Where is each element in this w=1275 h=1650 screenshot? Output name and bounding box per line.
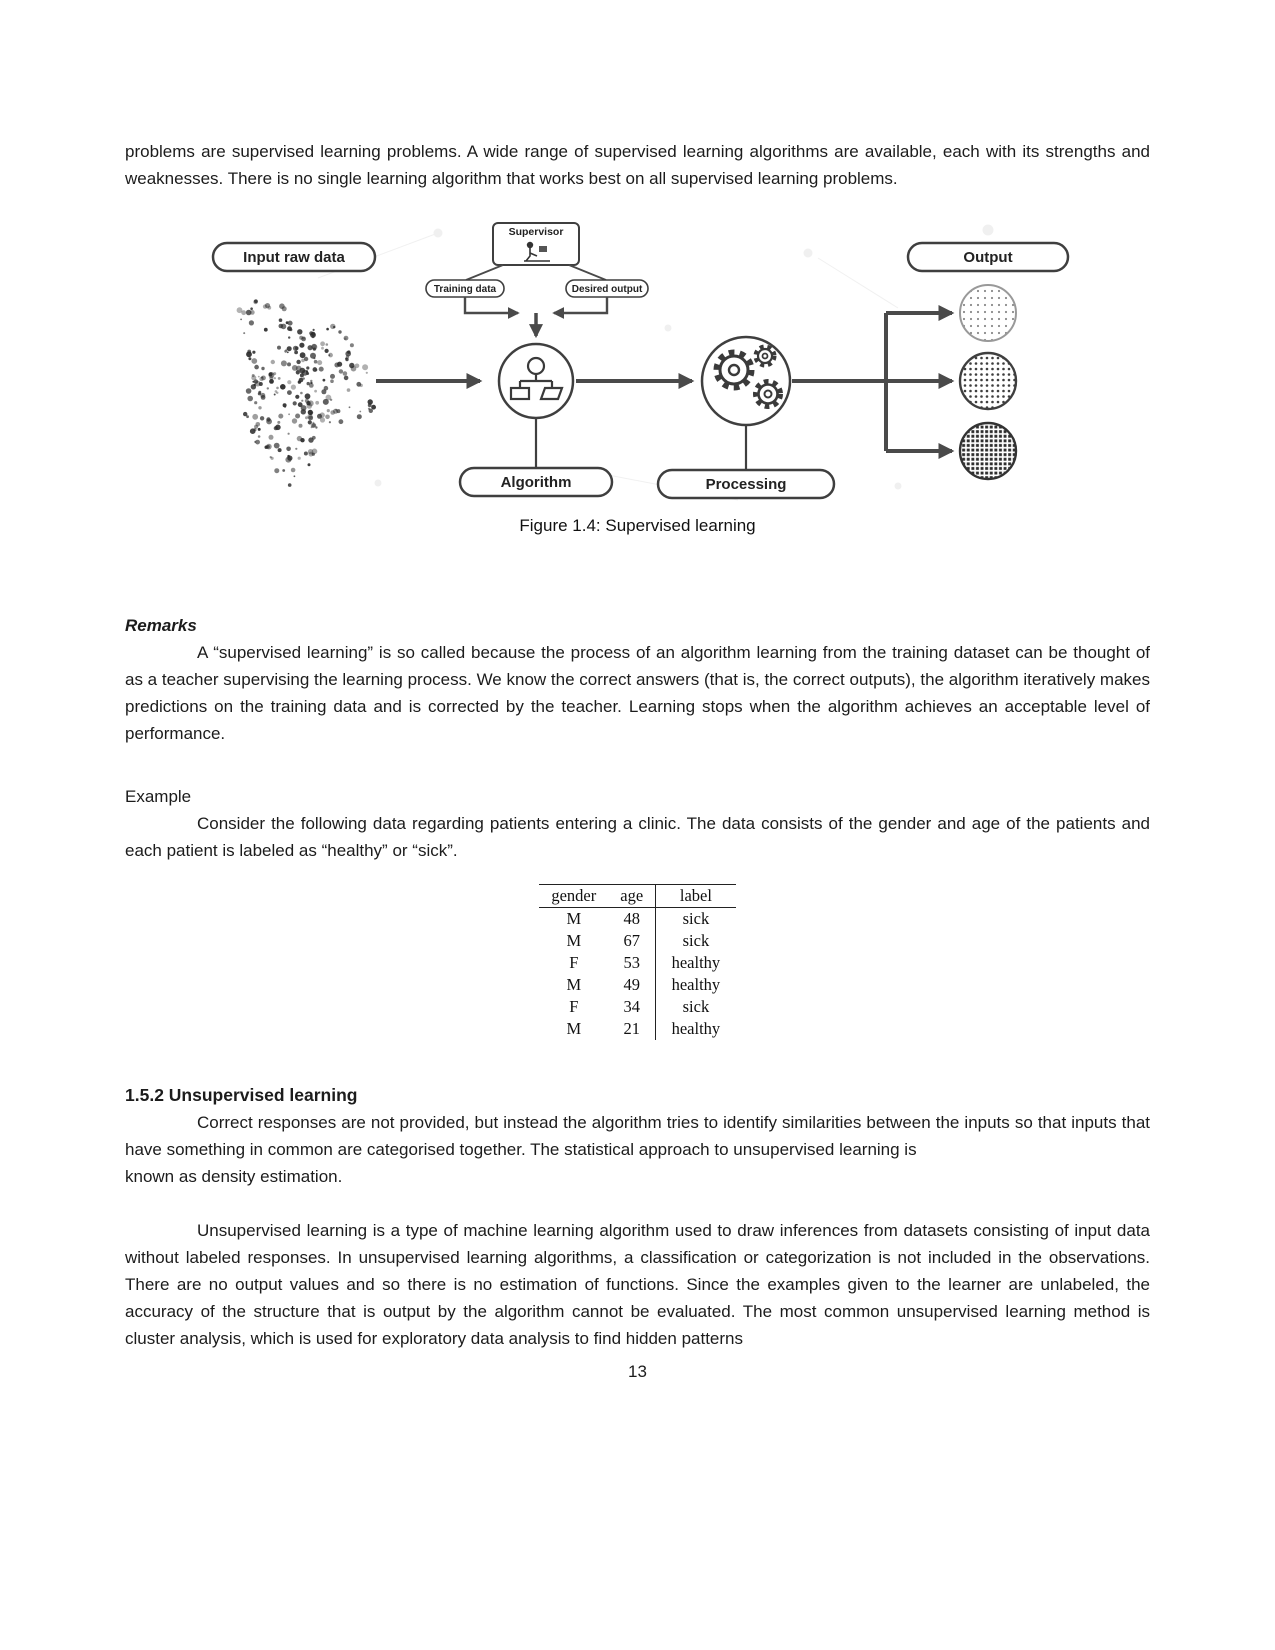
training-data-label [426, 280, 504, 297]
example-heading: Example [125, 787, 192, 806]
supervised-learning-diagram [198, 218, 1078, 508]
supervisor-box [493, 223, 579, 265]
cell-age: 67 [623, 931, 640, 950]
svg-text:Processing: Processing [705, 476, 786, 493]
table-header-label: label [656, 885, 736, 908]
cell-gender: F [569, 997, 579, 1016]
connector-supervisor-training [466, 265, 503, 280]
desired-output-label [566, 280, 648, 297]
output-cluster-medium [960, 353, 1016, 409]
output-cluster-dense [960, 423, 1016, 479]
svg-text:Training data: Training data [433, 284, 496, 295]
background-network-decoration [318, 225, 993, 500]
cell-age: 53 [623, 953, 640, 972]
unsupervised-paragraph-1-line1: Correct responses are not provided, but instead the algorithm tries to identify similarities between the inputs so that inputs that have something in common are categorised together. The statistical approach to unsupervised learning is [125, 1113, 1150, 1159]
table-row [539, 908, 735, 931]
svg-text:Output: Output [962, 249, 1013, 266]
cell-label: healthy [656, 1018, 736, 1040]
cell-age: 49 [623, 975, 640, 994]
table-header-age: age [608, 885, 655, 908]
cell-gender: M [566, 1019, 582, 1038]
svg-text:Desired output: Desired output [571, 284, 642, 295]
cell-age: 21 [623, 1019, 640, 1038]
output-cluster-sparse [960, 285, 1016, 341]
svg-text:Input raw data: Input raw data [242, 249, 345, 266]
figure-supervised-learning [125, 218, 1150, 536]
output-label [908, 243, 1068, 271]
patient-data-table [539, 884, 735, 1040]
unsupervised-paragraph-1-line2: known as density estimation. [125, 1167, 343, 1186]
cell-gender: F [569, 953, 579, 972]
cell-label: sick [656, 908, 736, 931]
table-row [539, 952, 735, 974]
algorithm-node [499, 344, 573, 418]
table-row [539, 996, 735, 1018]
cell-gender: M [566, 931, 582, 950]
table-row [539, 974, 735, 996]
figure-caption: Figure 1.4: Supervised learning [519, 516, 756, 535]
cell-label: healthy [656, 974, 736, 996]
arrows-processing-to-outputs [792, 313, 952, 451]
table-row [539, 1018, 735, 1040]
example-paragraph: Consider the following data regarding patients entering a clinic. The data consists of the gender and age of the patients and each patient is labeled as “healthy” or “sick”. [125, 814, 1150, 860]
unsupervised-paragraph-1 [125, 1109, 1150, 1190]
remarks-paragraph: A “supervised learning” is so called because the process of an algorithm learning from the training dataset can be thought of as a teacher supervising the learning process. We know the correct answers (that is, the correct outputs), the algorithm iteratively makes predictions on the training data and is corrected by the teacher. Learning stops when the algorithm achieves an acceptable level of performance. [125, 643, 1150, 743]
remarks-heading: Remarks [125, 616, 197, 635]
connector-supervisor-desired [569, 265, 606, 280]
cell-label: sick [656, 996, 736, 1018]
table-header-gender: gender [539, 885, 608, 908]
input-raw-data-label [213, 243, 375, 271]
table-header-row [539, 885, 735, 908]
intro-paragraph: problems are supervised learning problems. A wide range of supervised learning algorithms are available, each with its strengths and weaknesses. There is no single learning algorithm that works best on all supervised learning problems. [125, 142, 1150, 188]
patient-table-container [125, 884, 1150, 1040]
table-row [539, 930, 735, 952]
unsupervised-paragraph-2: Unsupervised learning is a type of machine learning algorithm used to draw inferences from datasets consisting of input data without labeled responses. In unsupervised learning algorithms, a classification or categorization is not included in the observations. There are no output values and so there is no estimation of functions. Since the examples given to the learner are unlabeled, the accuracy of the structure that is output by the algorithm cannot be evaluated. The most common unsupervised learning method is cluster analysis, which is used for exploratory data analysis to find hidden patterns [125, 1221, 1150, 1348]
cell-label: healthy [656, 952, 736, 974]
cell-age: 34 [623, 997, 640, 1016]
cell-gender: M [566, 909, 582, 928]
svg-text:Algorithm: Algorithm [500, 474, 571, 491]
arrows-training-desired-to-algorithm [465, 297, 607, 336]
page-number: 13 [628, 1362, 647, 1381]
cell-label: sick [656, 930, 736, 952]
section-heading-unsupervised: 1.5.2 Unsupervised learning [125, 1085, 358, 1105]
cell-age: 48 [623, 909, 640, 928]
algorithm-label [460, 468, 612, 496]
cell-gender: M [566, 975, 582, 994]
raw-data-scatter-blob [236, 299, 375, 487]
processing-node [702, 337, 790, 425]
svg-text:Supervisor: Supervisor [508, 226, 563, 238]
processing-label [658, 470, 834, 498]
